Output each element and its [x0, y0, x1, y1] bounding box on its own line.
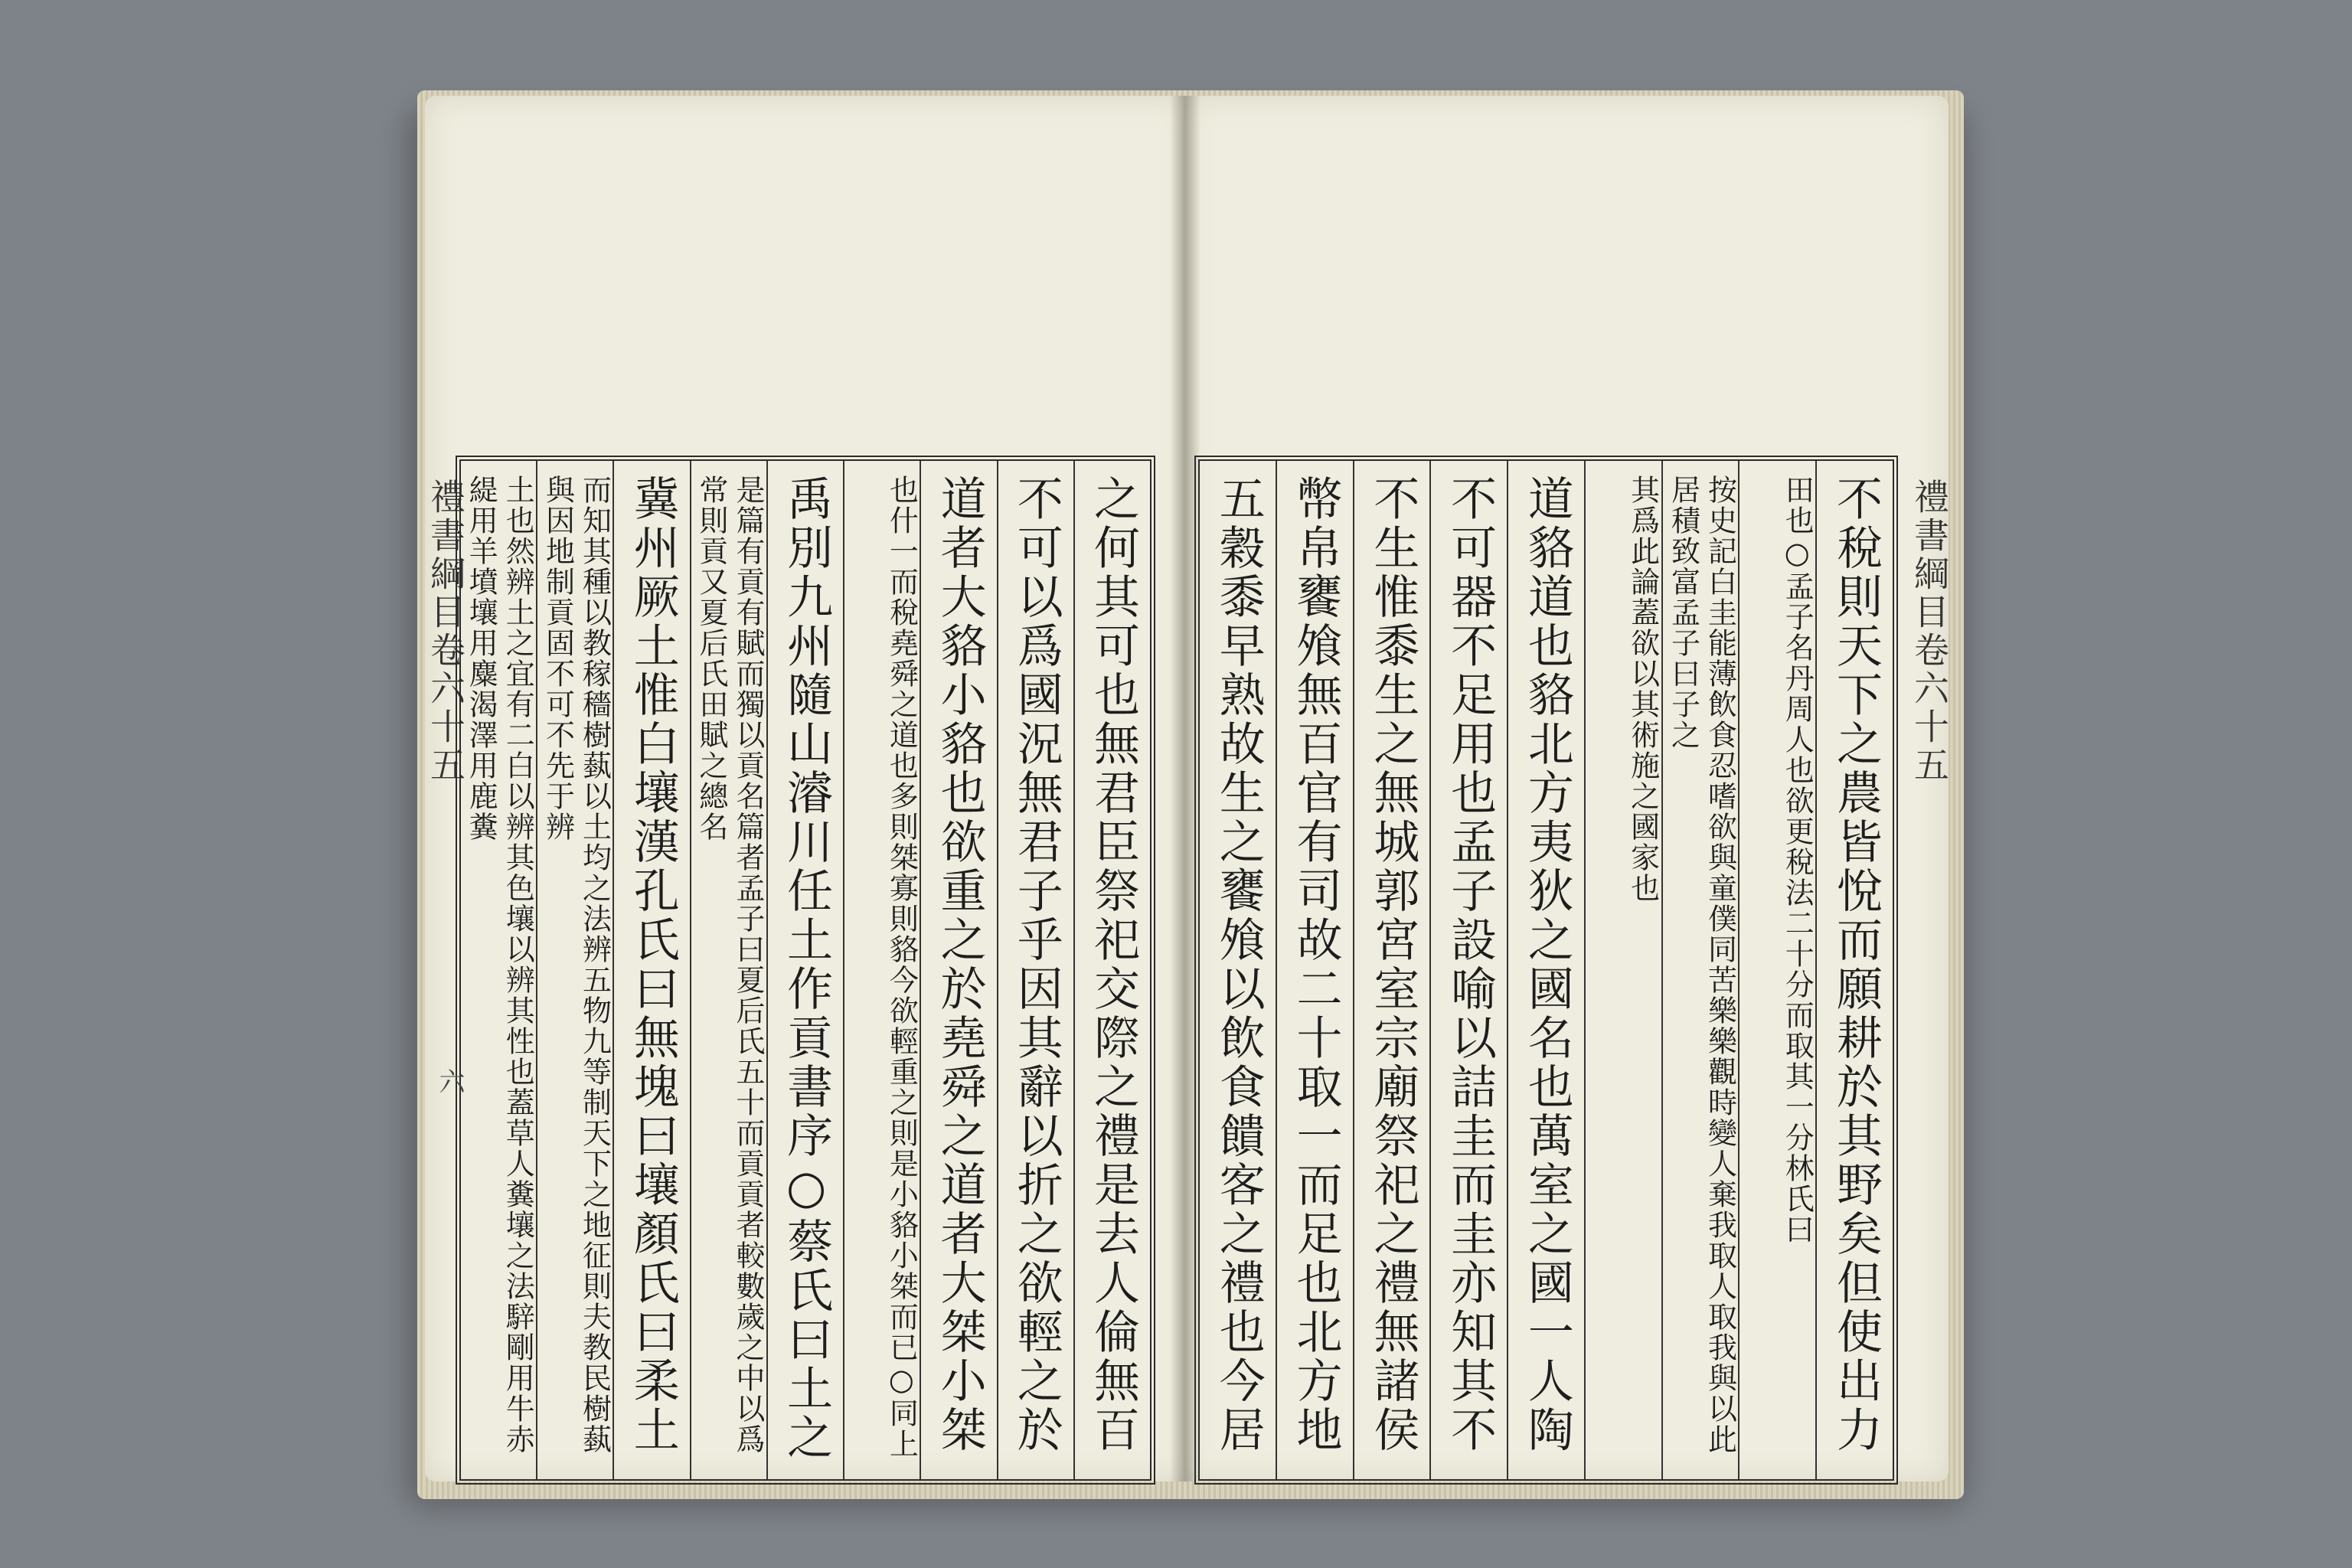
left-col-3: 道者大貉小貉也欲重之於堯舜之道者大桀小桀	[920, 461, 996, 1479]
right-col-8: 幣帛饔飧無百官有司故二十取一而足也北方地	[1276, 461, 1353, 1479]
right-col-6: 不可器不足用也孟子設喻以詰圭而圭亦知其不	[1429, 461, 1507, 1479]
right-col-2: 田也○孟子名丹周人也欲更稅法二十分而取其一分林氏曰	[1738, 461, 1815, 1479]
right-col-9: 五穀黍早熟故生之饔飧以飲食饋客之禮也今居	[1211, 475, 1266, 1455]
left-col-4: 也什一而稅堯舜之道也多則桀寡則貉今欲輕重之則是小貉小桀而已○同上	[843, 461, 920, 1479]
left-margin-title: 禮書綱目卷六十五	[425, 479, 466, 785]
book-gutter	[1170, 96, 1200, 1481]
left-col-9: 土也然辨土之宜有二白以辨其色壤以辨其性也蓋草人糞壤之法騂剛用牛赤緹用羊墳壤用麋渴澤用鹿糞	[464, 475, 535, 1455]
left-col-2: 不可以爲國況無君子乎因其辭以折之欲輕之於	[997, 461, 1073, 1479]
left-col-6: 是篇有貢有賦而獨以貢名篇者孟子曰夏后氏五十而貢貢者較數歲之中以爲常則貢又夏后氏田賦之總名	[690, 461, 766, 1479]
right-margin-title: 禮書綱目卷六十五	[1909, 479, 1950, 785]
left-col-8: 而知其種以教稼穡樹蓺以土均之法辨五物九等制天下之地征則夫教民樹蓺與因地制貢固不可不先于辨	[536, 461, 612, 1479]
left-col-1: 之何其可也無君臣祭祀交際之禮是去人倫無百	[1073, 461, 1150, 1479]
left-page	[425, 96, 1191, 1481]
right-col-7: 不生惟黍生之無城郭宮室宗廟祭祀之禮無諸侯	[1353, 461, 1430, 1479]
right-col-3: 按史記白圭能薄飲食忍嗜欲與童僕同苦樂樂觀時變人棄我取人取我與以此居積致富孟子曰子之	[1661, 461, 1739, 1479]
right-text-frame	[1194, 456, 1898, 1485]
right-col-4: 其爲此論蓋欲以其術施之國家也	[1584, 461, 1661, 1479]
left-folio: 六	[434, 1068, 465, 1094]
left-text-frame	[456, 456, 1155, 1485]
right-col-5: 道貉道也貉北方夷狄之國名也萬室之國一人陶	[1507, 461, 1584, 1479]
right-page	[1183, 96, 1949, 1481]
left-col-5: 禹別九州隨山濬川任土作貢書序○蔡氏曰土之	[766, 461, 843, 1479]
left-col-7: 冀州厥土惟白壤漢孔氏曰無塊曰壤顏氏曰柔土	[612, 461, 689, 1479]
right-col-1: 不稅則天下之農皆悅而願耕於其野矣但使出力	[1815, 461, 1893, 1479]
